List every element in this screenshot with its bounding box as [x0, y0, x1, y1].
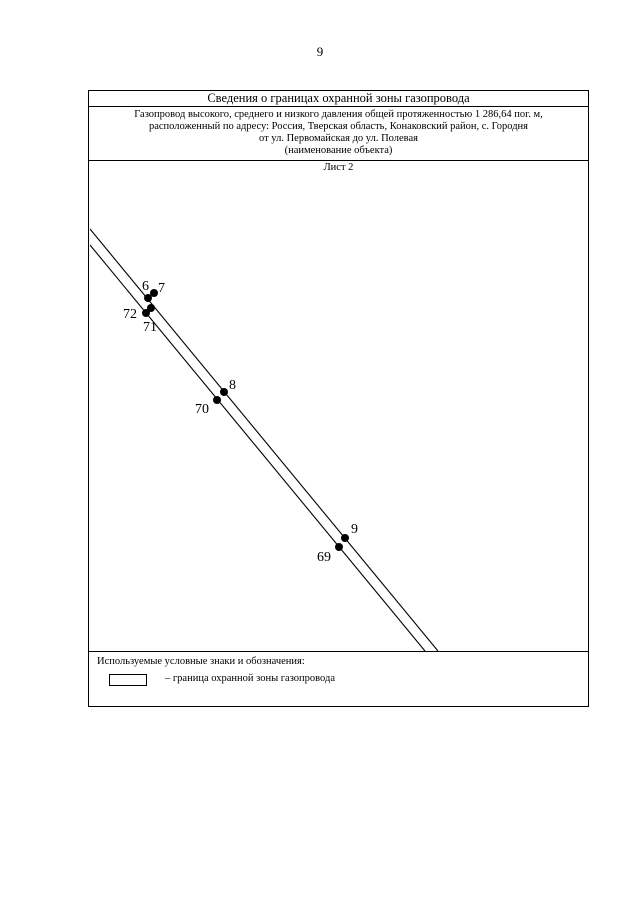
- description-line: Газопровод высокого, среднего и низкого давления общей протяженностью 1 286,64 пог. м,: [134, 109, 543, 120]
- legend-item-text: – граница охранной зоны газопровода: [165, 673, 336, 684]
- legend-symbol-zone-boundary: [109, 674, 147, 686]
- map-drawing: [89, 91, 590, 708]
- legend: [89, 651, 588, 708]
- boundary-point-9: [341, 534, 349, 542]
- description-line: от ул. Первомайская до ул. Полевая: [258, 133, 418, 144]
- sheet-label: Лист 2: [323, 162, 354, 173]
- description-line: расположенный по адресу: Россия, Тверская область, Конаковский район, с. Городня: [148, 121, 529, 132]
- point-label: 71: [143, 320, 157, 335]
- point-label: 9: [351, 522, 358, 537]
- point-label: 6: [142, 279, 149, 294]
- legend-title: Используемые условные знаки и обозначения:: [97, 656, 305, 667]
- zone-boundary-line-lower: [90, 245, 425, 651]
- boundary-point-72: [142, 309, 150, 317]
- description-caption: (наименование объекта): [284, 145, 393, 156]
- point-label: 70: [195, 402, 209, 417]
- boundary-point-69: [335, 543, 343, 551]
- point-label: 69: [317, 550, 331, 565]
- boundary-point-70: [213, 396, 221, 404]
- boundary-point-8: [220, 388, 228, 396]
- point-label: 72: [123, 307, 137, 322]
- point-label: 7: [158, 281, 165, 296]
- page-number: 9: [316, 44, 324, 59]
- point-label: 8: [229, 378, 236, 393]
- document-frame: [88, 90, 589, 707]
- map-area: [89, 91, 590, 708]
- document-title: Сведения о границах охранной зоны газопровода: [89, 91, 588, 107]
- boundary-point-6: [144, 294, 152, 302]
